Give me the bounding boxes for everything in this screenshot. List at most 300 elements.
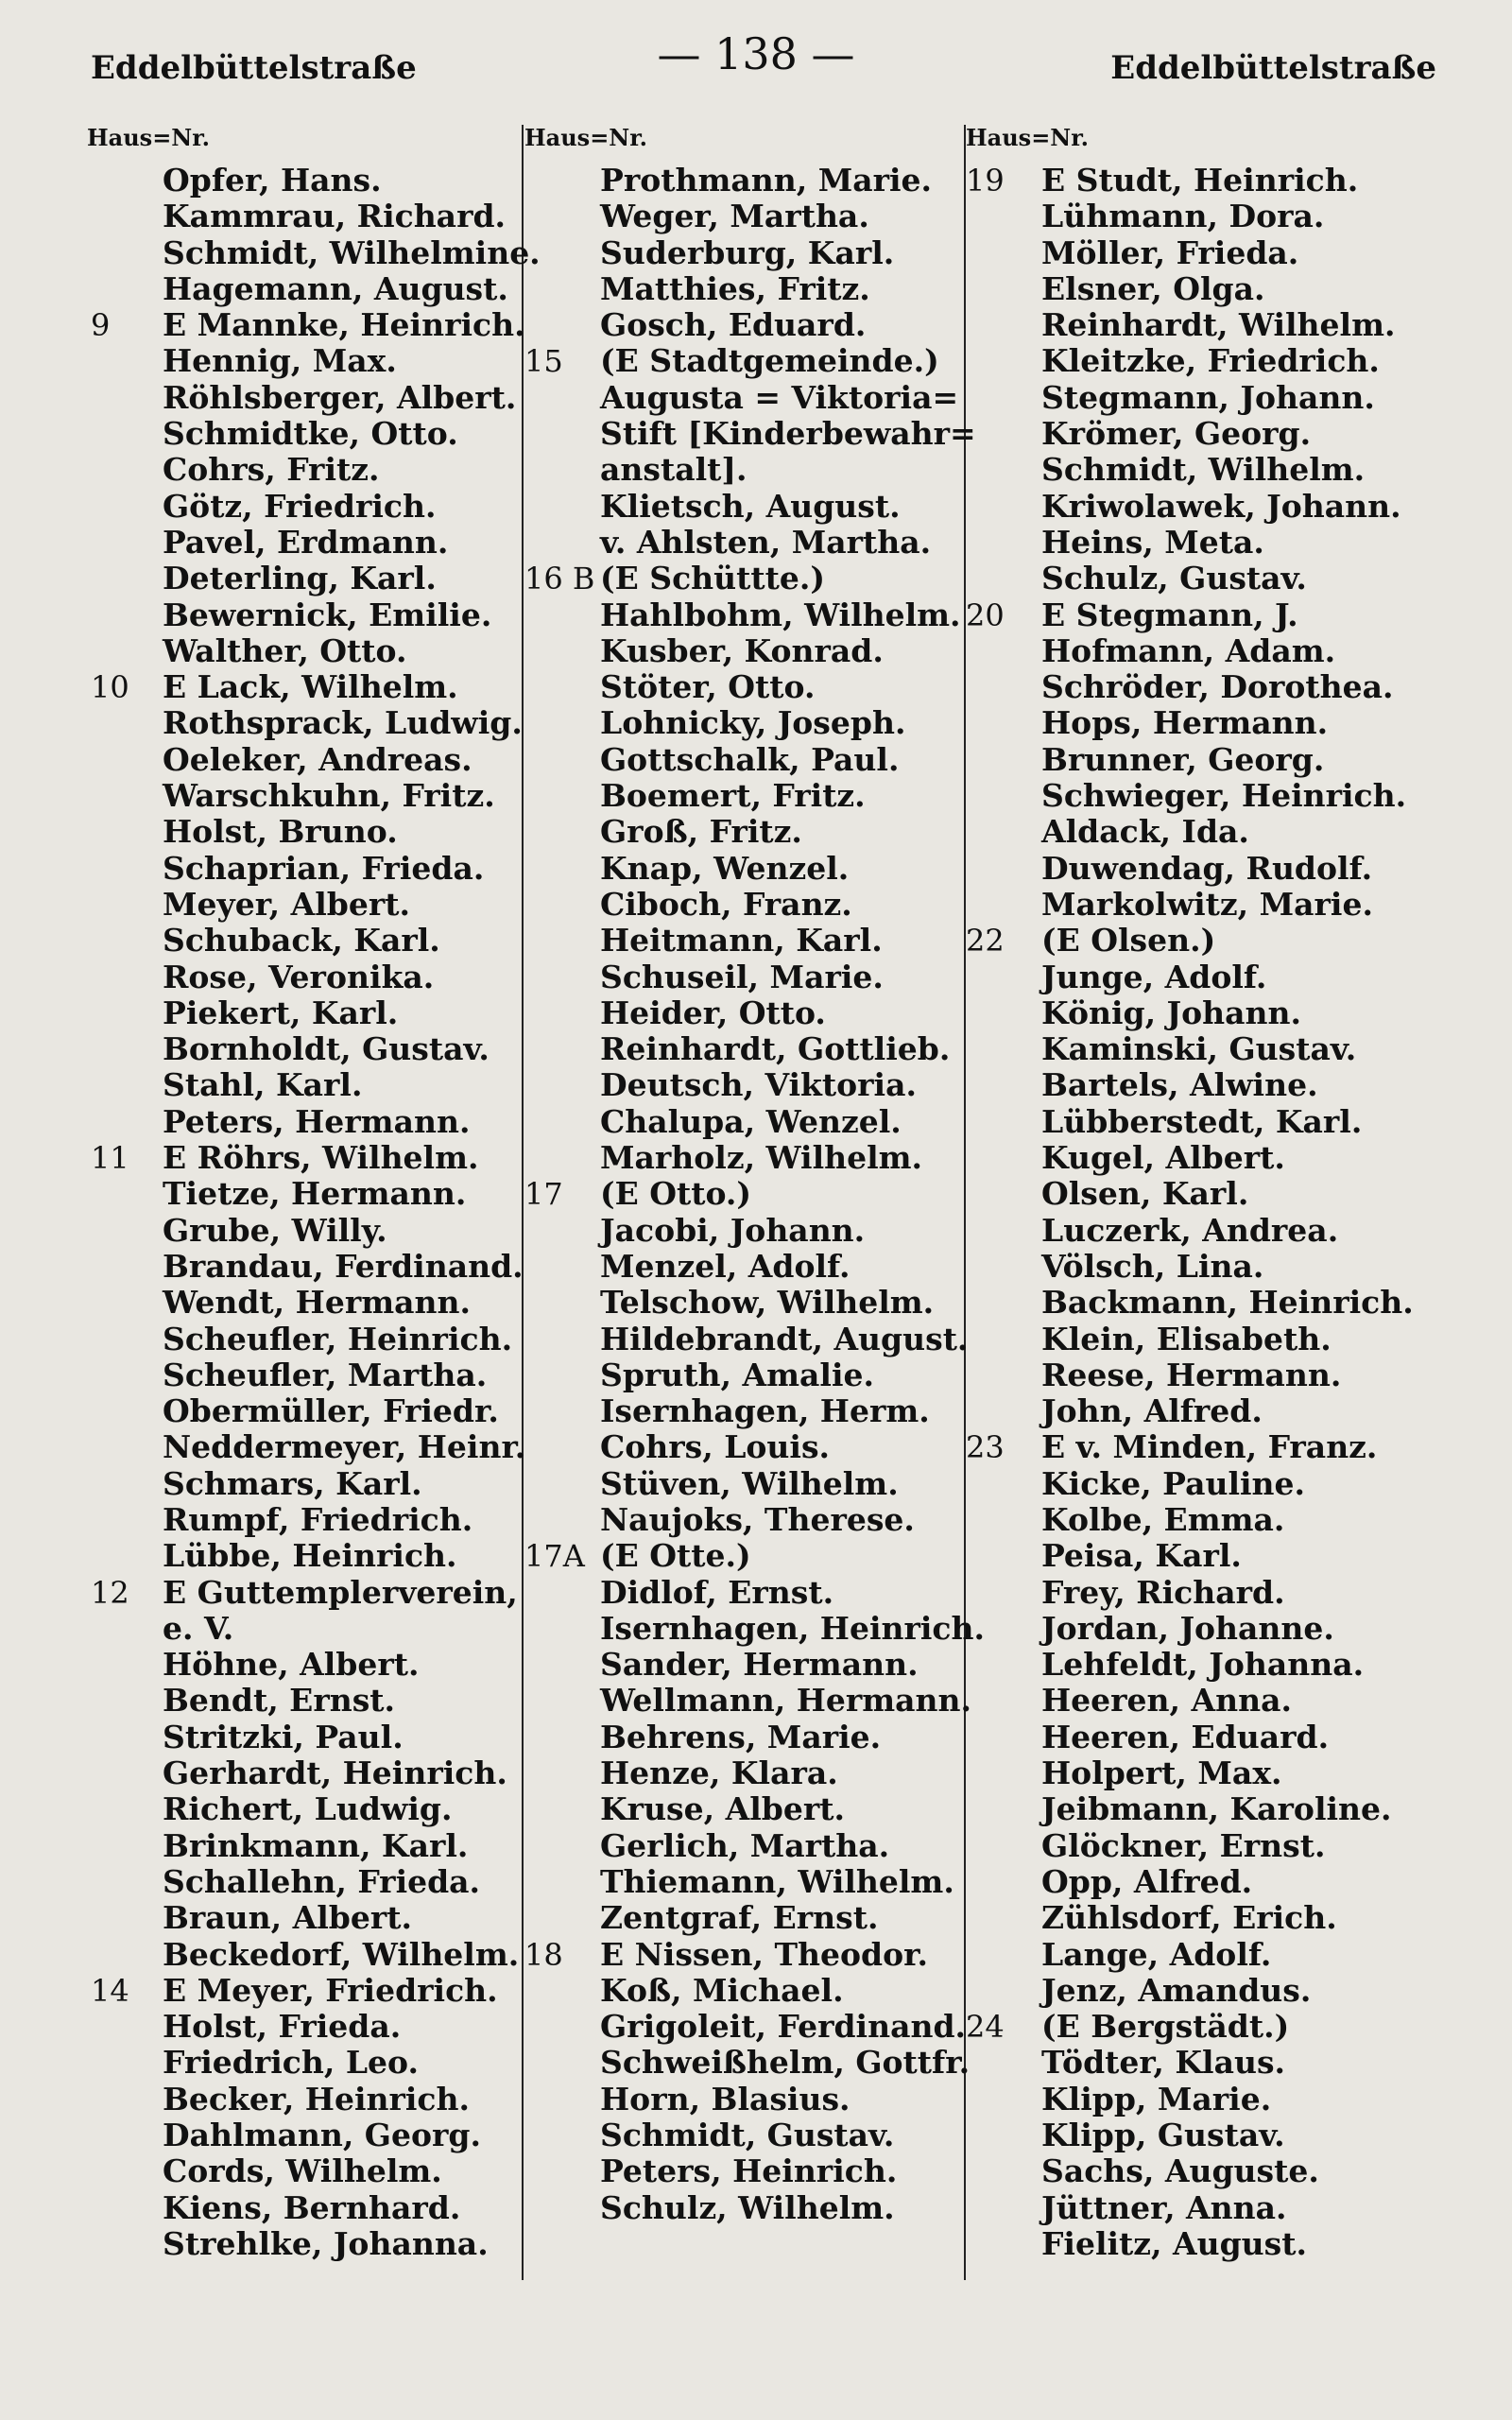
- resident-name: E Nissen, Theodor.: [600, 1935, 928, 1973]
- list-item: [524, 923, 969, 959]
- list-item: [87, 995, 522, 1031]
- list-item: [524, 271, 969, 307]
- list-item: [966, 778, 1457, 814]
- resident-name: Kusber, Konrad.: [600, 631, 884, 669]
- resident-name: Oeleker, Andreas.: [163, 740, 472, 778]
- resident-name: Lohnicky, Joseph.: [600, 704, 906, 742]
- resident-name: Peters, Hermann.: [163, 1102, 471, 1140]
- list-item: [524, 1937, 969, 1973]
- resident-name: Warschkuhn, Fritz.: [163, 777, 495, 815]
- list-item: [966, 742, 1457, 778]
- list-item: [87, 1140, 522, 1176]
- list-item: [524, 851, 969, 887]
- list-item: [524, 1828, 969, 1864]
- column-header: Haus=Nr.: [966, 124, 1090, 151]
- resident-name: Kicke, Pauline.: [1041, 1464, 1306, 1502]
- list-item: [524, 1249, 969, 1285]
- resident-name: Henze, Klara.: [600, 1754, 838, 1792]
- list-item: [524, 1393, 969, 1429]
- list-item: [87, 2009, 522, 2045]
- resident-name: Strehlke, Johanna.: [163, 2224, 489, 2262]
- resident-name: Heeren, Eduard.: [1041, 1718, 1330, 1755]
- resident-name: Augusta = Viktoria=: [600, 378, 959, 416]
- resident-name: Sander, Hermann.: [600, 1646, 919, 1684]
- list-item: [524, 887, 969, 923]
- resident-name: Lange, Adolf.: [1041, 1935, 1272, 1973]
- resident-name: Hofmann, Adam.: [1041, 631, 1336, 669]
- resident-name: Götz, Friedrich.: [163, 487, 437, 525]
- resident-name: e. V.: [163, 1609, 234, 1647]
- resident-name: E Stegmann, J.: [1041, 596, 1298, 633]
- resident-name: Cohrs, Louis.: [600, 1428, 831, 1466]
- list-item: [87, 2153, 522, 2189]
- resident-name: Horn, Blasius.: [600, 2080, 850, 2118]
- list-item: [87, 1428, 526, 1466]
- resident-name: E Guttemplerverein,: [163, 1573, 518, 1611]
- resident-name: (E Otte.): [600, 1537, 751, 1575]
- list-item: [966, 1104, 1457, 1140]
- list-item: [87, 1538, 522, 1574]
- list-item: [87, 923, 522, 959]
- resident-name: Aldack, Ida.: [1041, 813, 1249, 851]
- resident-name: Olsen, Karl.: [1041, 1175, 1249, 1213]
- list-item: [87, 814, 522, 850]
- list-item: [87, 1104, 522, 1140]
- list-item: [87, 742, 522, 778]
- list-item: [87, 705, 522, 741]
- list-item: [87, 669, 522, 705]
- resident-name: Wendt, Hermann.: [163, 1284, 471, 1322]
- resident-name: Bartels, Alwine.: [1041, 1066, 1318, 1104]
- resident-name: Reinhardt, Wilhelm.: [1041, 306, 1396, 344]
- resident-name: Didlof, Ernst.: [600, 1573, 834, 1611]
- resident-name: Klietsch, August.: [600, 487, 901, 525]
- list-item: [524, 1031, 969, 1067]
- list-item: [966, 669, 1457, 705]
- list-item: [524, 597, 969, 633]
- resident-name: Höhne, Albert.: [163, 1646, 420, 1684]
- resident-name: Chalupa, Wenzel.: [600, 1102, 902, 1140]
- list-item: [87, 199, 522, 234]
- resident-name: E Meyer, Friedrich.: [163, 1971, 498, 2009]
- resident-name: Lübberstedt, Karl.: [1041, 1102, 1363, 1140]
- list-item: [524, 1140, 969, 1176]
- resident-name: Knap, Wenzel.: [600, 849, 850, 887]
- list-item: [87, 2082, 522, 2118]
- list-item: [524, 1067, 969, 1103]
- resident-name: Völsch, Lina.: [1041, 1247, 1264, 1285]
- house-number: 17: [524, 1176, 563, 1213]
- list-item: [87, 1791, 522, 1827]
- resident-name: Jacobi, Johann.: [600, 1211, 866, 1249]
- list-item: [524, 2190, 969, 2226]
- list-item: [524, 1357, 969, 1393]
- list-item: [87, 1611, 522, 1647]
- resident-name: Schmidtke, Otto.: [163, 415, 458, 453]
- list-item: [87, 1213, 522, 1249]
- resident-name: Isernhagen, Herm.: [600, 1392, 930, 1430]
- list-item: [966, 633, 1457, 669]
- resident-name: Krömer, Georg.: [1041, 415, 1312, 453]
- list-item: [966, 1864, 1457, 1900]
- resident-name: Grube, Willy.: [163, 1211, 387, 1249]
- resident-name: Naujoks, Therese.: [600, 1500, 915, 1538]
- list-item: [524, 1609, 986, 1647]
- list-item: [966, 887, 1457, 923]
- resident-name: Schuseil, Marie.: [600, 958, 884, 995]
- list-item: [966, 1683, 1457, 1719]
- resident-name: Schallehn, Frieda.: [163, 1862, 481, 1900]
- resident-name: Jeibmann, Karoline.: [1041, 1790, 1392, 1828]
- resident-name: Junge, Adolf.: [1041, 958, 1267, 995]
- resident-name: Opfer, Hans.: [163, 162, 382, 199]
- house-number: 14: [91, 1972, 129, 2009]
- list-item: [966, 2082, 1457, 2118]
- resident-name: Friedrich, Leo.: [163, 2044, 419, 2082]
- resident-name: Heider, Otto.: [600, 994, 826, 1031]
- list-item: [524, 2082, 969, 2118]
- resident-name: Obermüller, Friedr.: [163, 1392, 499, 1430]
- resident-name: Schweißhelm, Gottfr.: [600, 2044, 971, 2082]
- list-item: [524, 1429, 969, 1465]
- resident-name: Cohrs, Fritz.: [163, 451, 380, 489]
- list-item: [87, 959, 522, 995]
- list-item: [524, 705, 969, 741]
- list-item: [524, 1647, 969, 1683]
- house-number: 16 B: [524, 561, 595, 597]
- list-item: [87, 1900, 522, 1936]
- list-item: [966, 2009, 1457, 2045]
- list-item: [524, 561, 969, 596]
- list-item: [966, 1538, 1457, 1574]
- list-item: [87, 561, 522, 596]
- house-number: 18: [524, 1936, 563, 1973]
- list-item: [524, 1791, 969, 1827]
- resident-name: Backmann, Heinrich.: [1041, 1284, 1414, 1322]
- list-item: [966, 1140, 1457, 1176]
- resident-name: Menzel, Adolf.: [600, 1247, 850, 1285]
- resident-name: Boemert, Fritz.: [600, 777, 866, 815]
- resident-name: E Röhrs, Wilhelm.: [163, 1139, 479, 1177]
- list-item: [524, 163, 969, 199]
- resident-name: Brandau, Ferdinand.: [163, 1247, 524, 1285]
- list-item: [87, 1937, 522, 1973]
- resident-name: Klipp, Marie.: [1041, 2080, 1272, 2118]
- list-item: [87, 452, 522, 488]
- resident-name: Walther, Otto.: [163, 631, 407, 669]
- list-item: [966, 1213, 1457, 1249]
- resident-name: Holpert, Max.: [1041, 1754, 1282, 1792]
- resident-name: Bewernick, Emilie.: [163, 596, 492, 633]
- list-item: [966, 1322, 1457, 1357]
- list-item: [87, 1322, 522, 1357]
- resident-name: Schmidt, Wilhelmine.: [163, 233, 541, 271]
- column-3: [966, 113, 1457, 2288]
- resident-name: Brunner, Georg.: [1041, 740, 1325, 778]
- resident-name: Schulz, Gustav.: [1041, 560, 1307, 597]
- list-item: [87, 1864, 522, 1900]
- list-item: [524, 1900, 969, 1936]
- list-item: [524, 1285, 969, 1321]
- list-item: [87, 1502, 522, 1538]
- resident-name: Stöter, Otto.: [600, 668, 816, 706]
- list-item: [524, 669, 969, 705]
- list-item: [524, 452, 969, 488]
- list-item: [966, 1357, 1457, 1393]
- list-item: [87, 1575, 522, 1611]
- list-item: [87, 2118, 522, 2153]
- resident-name: Isernhagen, Heinrich.: [600, 1609, 986, 1647]
- list-item: [524, 1682, 972, 1720]
- list-item: [87, 1249, 522, 1285]
- list-item: [524, 742, 969, 778]
- list-item: [87, 887, 522, 923]
- resident-name: Hildebrandt, August.: [600, 1320, 969, 1357]
- list-item: [966, 380, 1457, 416]
- list-item: [87, 1285, 522, 1321]
- resident-name: Hagemann, August.: [163, 269, 508, 307]
- list-item: [87, 633, 522, 669]
- resident-name: Beckedorf, Wilhelm.: [163, 1935, 520, 1973]
- list-item: [966, 452, 1457, 488]
- resident-name: Frey, Richard.: [1041, 1573, 1285, 1611]
- resident-name: Reese, Hermann.: [1041, 1356, 1342, 1393]
- list-item: [966, 2226, 1457, 2262]
- resident-name: Reinhardt, Gottlieb.: [600, 1030, 951, 1068]
- list-item: [966, 1067, 1457, 1103]
- list-item: [87, 1647, 522, 1683]
- resident-name: Jordan, Johanne.: [1041, 1609, 1334, 1647]
- resident-name: Zentgraf, Ernst.: [600, 1899, 879, 1937]
- list-item: [966, 1031, 1457, 1067]
- list-item: [966, 1429, 1457, 1465]
- resident-name: Lübbe, Heinrich.: [163, 1537, 457, 1575]
- list-item: [966, 1900, 1457, 1936]
- list-item: [966, 163, 1457, 199]
- resident-name: Jenz, Amandus.: [1041, 1971, 1312, 2009]
- list-item: [524, 814, 969, 850]
- list-item: [966, 1937, 1457, 1973]
- list-item: [966, 1647, 1457, 1683]
- resident-name: E Studt, Heinrich.: [1041, 162, 1359, 199]
- resident-name: Tietze, Hermann.: [163, 1175, 467, 1213]
- list-item: [966, 923, 1457, 959]
- list-item: [524, 235, 969, 271]
- resident-name: John, Alfred.: [1041, 1392, 1263, 1430]
- resident-name: Schuback, Karl.: [163, 922, 440, 959]
- list-item: [524, 1755, 969, 1791]
- list-item: [524, 1973, 969, 2009]
- list-item: [87, 343, 522, 379]
- resident-name: Scheufler, Heinrich.: [163, 1320, 513, 1357]
- list-item: [524, 525, 969, 561]
- list-item: [966, 1755, 1457, 1791]
- resident-name: Rose, Veronika.: [163, 958, 435, 995]
- resident-name: Stift [Kinderbewahr=: [600, 415, 976, 453]
- list-item: [524, 1538, 969, 1574]
- resident-name: (E Olsen.): [1041, 922, 1216, 959]
- resident-name: Becker, Heinrich.: [163, 2080, 471, 2118]
- resident-name: Meyer, Albert.: [163, 885, 410, 923]
- resident-name: König, Johann.: [1041, 994, 1302, 1031]
- list-item: [966, 1285, 1457, 1321]
- resident-name: Piekert, Karl.: [163, 994, 399, 1031]
- list-item: [87, 306, 525, 344]
- resident-name: Heeren, Anna.: [1041, 1682, 1292, 1720]
- resident-name: Marholz, Wilhelm.: [600, 1139, 923, 1177]
- page-number: — 138 —: [657, 28, 855, 79]
- house-number: 11: [91, 1140, 129, 1177]
- resident-name: Pavel, Erdmann.: [163, 523, 449, 561]
- house-number: 20: [966, 596, 1005, 633]
- list-item: [524, 1864, 969, 1900]
- resident-name: Dahlmann, Georg.: [163, 2117, 481, 2154]
- list-item: [966, 1611, 1457, 1647]
- list-item: [524, 2153, 969, 2189]
- list-item: [87, 2045, 522, 2081]
- resident-name: Spruth, Amalie.: [600, 1356, 874, 1393]
- resident-name: Schulz, Wilhelm.: [600, 2188, 895, 2226]
- list-item: [87, 597, 522, 633]
- list-item: [524, 415, 976, 453]
- resident-name: Markolwitz, Marie.: [1041, 885, 1373, 923]
- list-item: [524, 1104, 969, 1140]
- resident-name: Kolbe, Emma.: [1041, 1500, 1285, 1538]
- resident-name: Schmidt, Wilhelm.: [1041, 451, 1366, 489]
- list-item: [87, 778, 522, 814]
- list-item: [524, 307, 969, 343]
- list-item: [87, 2226, 522, 2262]
- resident-name: Möller, Frieda.: [1041, 233, 1299, 271]
- list-item: [524, 633, 969, 669]
- resident-name: Elsner, Olga.: [1041, 269, 1265, 307]
- list-item: [524, 2009, 969, 2045]
- resident-name: E Mannke, Heinrich.: [163, 306, 525, 344]
- house-number: 23: [966, 1429, 1005, 1466]
- list-item: [87, 489, 522, 525]
- resident-name: Weger, Martha.: [600, 198, 869, 235]
- house-number: 19: [966, 163, 1005, 199]
- resident-name: Glöckner, Ernst.: [1041, 1826, 1326, 1864]
- list-item: [87, 1067, 522, 1103]
- resident-name: Koß, Michael.: [600, 1971, 844, 2009]
- list-item: [87, 1683, 522, 1719]
- resident-name: Opp, Alfred.: [1041, 1862, 1253, 1900]
- list-item: [524, 959, 969, 995]
- running-header-left: Eddelbüttelstraße: [91, 49, 417, 87]
- resident-name: Klein, Elisabeth.: [1041, 1320, 1332, 1357]
- list-item: [524, 380, 969, 416]
- list-item: [87, 1466, 522, 1502]
- list-item: [966, 1393, 1457, 1429]
- resident-name: Hahlbohm, Wilhelm.: [600, 596, 961, 633]
- house-number: 22: [966, 923, 1005, 959]
- list-item: [524, 1720, 969, 1755]
- house-number: 15: [524, 343, 563, 380]
- list-item: [524, 199, 969, 234]
- list-item: [966, 561, 1457, 596]
- resident-name: Kaminski, Gustav.: [1041, 1030, 1357, 1068]
- resident-name: (E Bergstädt.): [1041, 2008, 1290, 2046]
- resident-name: Stegmann, Johann.: [1041, 378, 1375, 416]
- resident-name: Schmidt, Gustav.: [600, 2117, 895, 2154]
- list-item: [87, 1031, 522, 1067]
- list-item: [966, 1249, 1457, 1285]
- list-item: [87, 2190, 522, 2226]
- resident-name: Fielitz, August.: [1041, 2224, 1307, 2262]
- list-item: [966, 271, 1457, 307]
- resident-name: Schwieger, Heinrich.: [1041, 777, 1407, 815]
- column-divider: [522, 125, 524, 2280]
- list-item: [87, 416, 522, 452]
- resident-name: Neddermeyer, Heinr.: [163, 1428, 526, 1466]
- resident-name: Kruse, Albert.: [600, 1790, 845, 1828]
- resident-name: Duwendag, Rudolf.: [1041, 849, 1373, 887]
- resident-name: E v. Minden, Franz.: [1041, 1428, 1378, 1466]
- list-item: [524, 1466, 969, 1502]
- resident-name: Kleitzke, Friedrich.: [1041, 342, 1380, 380]
- resident-name: Schmars, Karl.: [163, 1464, 422, 1502]
- running-header-right: Eddelbüttelstraße: [1110, 49, 1436, 87]
- list-item: [524, 995, 969, 1031]
- list-item: [524, 1213, 969, 1249]
- list-item: [966, 2153, 1457, 2189]
- column-1: [87, 113, 541, 2288]
- resident-name: Stüven, Wilhelm.: [600, 1464, 899, 1502]
- resident-name: Peters, Heinrich.: [600, 2152, 898, 2190]
- list-item: [87, 851, 522, 887]
- resident-name: Deterling, Karl.: [163, 560, 437, 597]
- list-item: [524, 343, 969, 379]
- list-item: [87, 163, 522, 199]
- resident-name: Peisa, Karl.: [1041, 1537, 1242, 1575]
- resident-name: Bendt, Ernst.: [163, 1682, 396, 1720]
- resident-name: Heins, Meta.: [1041, 523, 1264, 561]
- resident-name: v. Ahlsten, Martha.: [600, 523, 932, 561]
- house-number: 9: [91, 307, 111, 344]
- resident-name: Prothmann, Marie.: [600, 162, 933, 199]
- list-item: [966, 1502, 1457, 1538]
- house-number: 10: [91, 669, 129, 706]
- list-item: [966, 2045, 1457, 2081]
- resident-name: Wellmann, Hermann.: [600, 1682, 972, 1720]
- resident-name: Scheufler, Martha.: [163, 1356, 488, 1393]
- resident-name: Suderburg, Karl.: [600, 233, 895, 271]
- resident-name: (E Stadtgemeinde.): [600, 342, 939, 380]
- house-number: 24: [966, 2009, 1005, 2046]
- resident-name: Gerlich, Martha.: [600, 1826, 890, 1864]
- list-item: [966, 199, 1457, 234]
- list-item: [966, 959, 1457, 995]
- resident-name: Jüttner, Anna.: [1041, 2188, 1287, 2226]
- resident-name: Lehfeldt, Johanna.: [1041, 1646, 1365, 1684]
- resident-name: Lühmann, Dora.: [1041, 198, 1325, 235]
- list-item: [524, 2118, 969, 2153]
- list-item: [966, 705, 1457, 741]
- resident-name: Holst, Frieda.: [163, 2008, 402, 2046]
- resident-name: Grigoleit, Ferdinand.: [600, 2008, 967, 2046]
- resident-name: Holst, Bruno.: [163, 813, 398, 851]
- resident-name: Braun, Albert.: [163, 1899, 412, 1937]
- resident-name: Rothsprack, Ludwig.: [163, 704, 523, 742]
- house-number: 17A: [524, 1538, 585, 1575]
- resident-name: Cords, Wilhelm.: [163, 2152, 442, 2190]
- list-item: [524, 778, 969, 814]
- list-item: [966, 597, 1457, 633]
- resident-name: Kammrau, Richard.: [163, 198, 507, 235]
- list-item: [966, 1828, 1457, 1864]
- resident-name: Matthies, Fritz.: [600, 269, 870, 307]
